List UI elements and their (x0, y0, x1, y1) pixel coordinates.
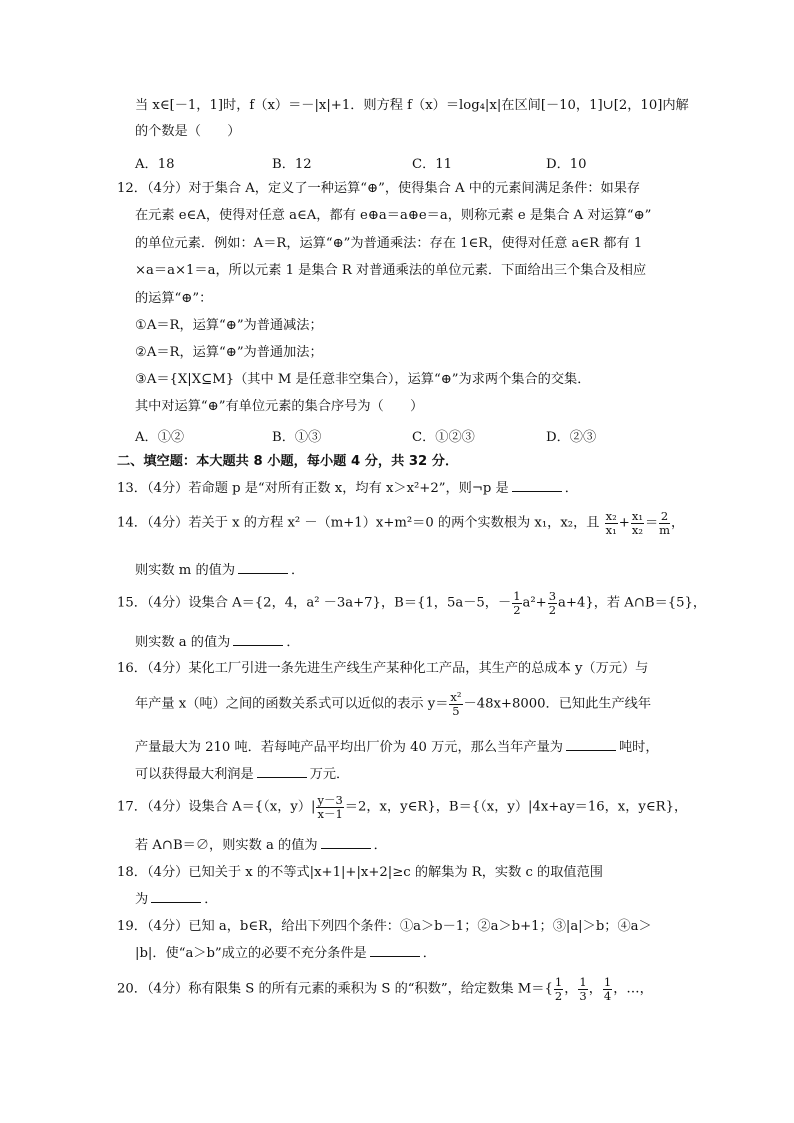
q17 (117, 794, 687, 820)
q13-answer-blank[interactable] (512, 481, 562, 492)
q17-line2-text: 若 A∩B＝∅，则实数 a 的值为 (135, 838, 318, 853)
q12-line1: 12．（4分）对于集合 A，定义了一种运算“⊕”，使得集合 A 中的元素间满足条件：如果存 (117, 181, 641, 196)
q20-f1-den: 2 (554, 988, 563, 1003)
q12-ask: 其中对运算“⊕”有单位元素的集合序号为（ ） (135, 399, 424, 414)
q16-line3-end: 吨时， (618, 740, 659, 755)
q20-sep-2: ， (588, 981, 602, 997)
q11-option-b[interactable]: B．12 (272, 157, 312, 172)
q15-f1-den: 2 (513, 602, 521, 617)
q11-line2: 的个数是（ ） (135, 124, 241, 139)
q14-f3-den: m (659, 522, 671, 537)
q13 (117, 481, 578, 497)
q16-line2-text: 年产量 x（吨）之间的函数关系式可以近似的表示 y＝ (135, 696, 449, 712)
q19-line2-text: |b|．使“a＞b”成立的必要不充分条件是 (135, 946, 367, 961)
q12-item3: ③A＝{X|X⊆M}（其中 M 是任意非空集合），运算“⊕”为求两个集合的交集． (135, 372, 591, 387)
q11-option-a[interactable]: A．18 (135, 157, 175, 172)
q20-f2-num: 1 (579, 975, 587, 989)
q14 (117, 510, 684, 536)
q12-item2: ②A＝R，运算“⊕”为普通加法； (135, 345, 323, 360)
q20 (117, 976, 653, 1002)
q19-line2 (135, 946, 436, 962)
q17-fraction (316, 794, 343, 820)
q15-f1-num: 1 (513, 589, 521, 603)
q12-option-d[interactable]: D．②③ (546, 430, 597, 445)
q14-fraction-1 (605, 510, 618, 536)
q12-option-a[interactable]: A．①② (135, 430, 185, 445)
q17-f-den: x－1 (317, 806, 343, 821)
q15-fraction-1 (512, 590, 521, 616)
q16-f-den: 5 (452, 703, 460, 718)
q16-line2 (135, 691, 651, 717)
q14-f2-den: x₂ (631, 522, 643, 537)
q16-line4 (135, 767, 349, 783)
q19-line2-end: ． (422, 946, 436, 961)
q17-answer-blank[interactable] (321, 838, 371, 849)
q20-f1-num: 1 (554, 975, 563, 989)
q12-option-b[interactable]: B．①③ (272, 430, 322, 445)
q14-end: ， (671, 515, 685, 531)
q14-line2-end: ． (291, 563, 305, 578)
q14-line2 (135, 563, 304, 579)
q15-answer-blank[interactable] (233, 635, 283, 646)
q17-post: ＝2，x，y∈R}，B＝{（x，y）|4x+ay＝16，x，y∈R}， (344, 799, 688, 815)
q20-end: ，…， (613, 981, 653, 997)
q15-mid: a²+ (522, 595, 547, 611)
q15-line2-text: 则实数 a 的值为 (135, 635, 231, 650)
q11-option-d[interactable]: D．10 (546, 157, 587, 172)
q15 (117, 590, 706, 616)
q12-line2: 在元素 e∈A，使得对任意 a∈A，都有 e⊕a＝a⊕e＝a，则称元素 e 是集合 A 对运算“⊕” (135, 208, 652, 223)
q11-line1: 当 x∈[－1，1]时，f（x）＝－|x|+1．则方程 f（x）＝log₄|x|在区间[－10，1]∪[2，10]内解 (135, 98, 689, 113)
q18-line1: 18．（4分）已知关于 x 的不等式|x+1|+|x+2|≥c 的解集为 R，实数 c 的取值范围 (117, 865, 603, 880)
q16-line2-end: －48x+8000．已知此生产线年 (463, 696, 652, 712)
q15-f2-den: 2 (548, 602, 557, 617)
q16-answer-blank-2[interactable] (257, 767, 307, 778)
q20-text: 20．（4分）称有限集 S 的所有元素的乘积为 S 的“积数”，给定数集 M＝{ (117, 981, 553, 997)
q15-line2 (135, 635, 300, 651)
q16-line3-text: 产量最大为 210 吨．若每吨产品平均出厂价为 40 万元，那么当年产量为 (135, 740, 563, 755)
q14-f2-num: x₁ (631, 509, 643, 523)
q17-line2 (135, 838, 387, 854)
q16-line1: 16．（4分）某化工厂引进一条先进生产线生产某种化工产品，其生产的总成本 y（万元）与 (117, 661, 649, 676)
section-title: 二、填空题：本大题共 8 小题，每小题 4 分，共 32 分． (117, 454, 459, 469)
q14-f3-num: 2 (660, 509, 669, 523)
q11-option-c[interactable]: C．11 (412, 157, 453, 172)
q17-line2-end: ． (373, 838, 387, 853)
q16-f-num: x² (450, 690, 462, 704)
q16-line4-text: 可以获得最大利润是 (135, 767, 254, 782)
q15-text: 15．（4分）设集合 A＝{2，4，a² －3a+7}，B＝{1，5a－5，－ (117, 595, 512, 611)
q15-end: a+4}，若 A∩B＝{5}， (558, 595, 707, 611)
q20-fraction-3 (603, 976, 612, 1002)
q14-f1-num: x₂ (605, 509, 617, 523)
q19-line1: 19．（4分）已知 a，b∈R，给出下列四个条件：①a＞b－1；②a＞b+1；③|a|＞b；④a＞ (117, 919, 652, 934)
q14-text: 14．（4分）若关于 x 的方程 x² －（m+1）x+m²＝0 的两个实数根为 x₁，x₂，且 (117, 515, 600, 531)
q12-line5: 的运算“⊕”： (135, 291, 213, 306)
q16-line3 (135, 740, 659, 756)
q14-answer-blank[interactable] (238, 563, 288, 574)
q14-eq: ＝ (644, 515, 659, 531)
q12-line4: ×a＝a×1＝a，所以元素 1 是集合 R 对普通乘法的单位元素．下面给出三个集合及相应 (135, 263, 647, 278)
q20-fraction-2 (578, 976, 587, 1002)
q18-line2-text: 为 (135, 892, 149, 907)
q18-answer-blank[interactable] (151, 892, 201, 903)
q14-line2-text: 则实数 m 的值为 (135, 563, 236, 578)
q20-f2-den: 3 (579, 988, 587, 1003)
q16-answer-blank-1[interactable] (566, 740, 616, 751)
q18-line2-end: ． (204, 892, 218, 907)
q13-text: 13．（4分）若命题 p 是“对所有正数 x，均有 x＞x²+2”，则¬p 是 (117, 481, 509, 496)
q15-line2-end: ． (286, 635, 300, 650)
q20-f3-num: 1 (603, 975, 612, 989)
q16-line4-end: 万元． (309, 767, 350, 782)
q20-fraction-1 (554, 976, 563, 1002)
q20-sep-1: ， (564, 981, 578, 997)
q14-plus: + (618, 515, 630, 531)
q17-text: 17．（4分）设集合 A＝{（x，y）| (117, 799, 316, 815)
q12-line3: 的单位元素．例如：A＝R，运算“⊕”为普通乘法：存在 1∈R，使得对任意 a∈R 都有 1 (135, 236, 643, 251)
q16-fraction (449, 691, 462, 717)
q14-fraction-3 (659, 510, 670, 536)
q12-item1: ①A＝R，运算“⊕”为普通减法； (135, 318, 323, 333)
q15-fraction-2 (548, 590, 557, 616)
q14-fraction-2 (631, 510, 644, 536)
q17-f-num: y－3 (317, 793, 343, 807)
q20-f3-den: 4 (603, 988, 612, 1003)
q14-f1-den: x₁ (605, 522, 617, 537)
q12-option-c[interactable]: C．①②③ (412, 430, 475, 445)
q19-answer-blank[interactable] (370, 946, 420, 957)
q15-f2-num: 3 (548, 589, 557, 603)
q18-line2 (135, 892, 217, 908)
q13-end: ． (564, 481, 578, 496)
